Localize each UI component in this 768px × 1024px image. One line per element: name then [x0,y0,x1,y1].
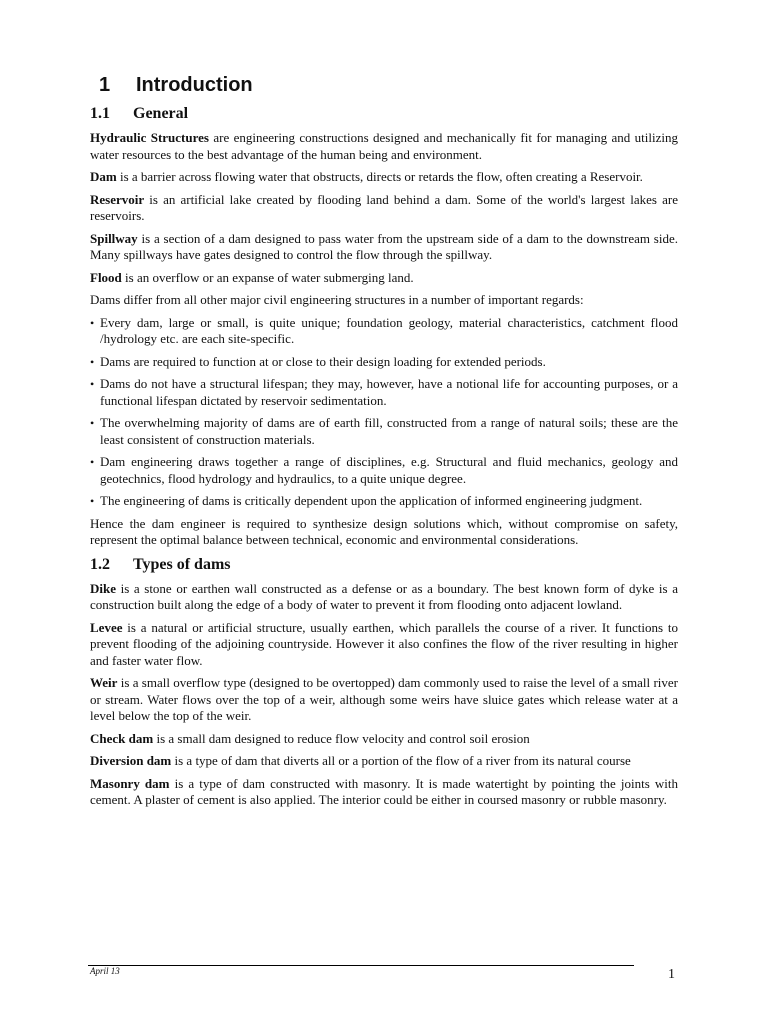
definition-term: Hydraulic Structures [90,130,209,145]
intro-definitions [90,130,678,286]
list-item [90,354,678,371]
bullet-icon: • [90,455,95,469]
section-title: Types of dams [133,555,231,573]
bullet-icon: • [90,377,95,391]
list-item [90,454,678,487]
definition-paragraph [90,231,678,264]
definition-text: is a stone or earthen wall constructed as a defense or as a boundary. The best known form of dyke is a construction built along the edge of a body of water to prevent it from flooding onto adjacent lowland. [90,580,678,612]
definition-paragraph [90,731,678,748]
definition-text: is a type of dam constructed with masonry. It is made watertight by pointing the joints with cement. A plaster of cement is also applied. The interior could be either in coursed masonry or rubble masonry. [90,775,678,807]
page-content [90,72,678,815]
hence-paragraph: Hence the dam engineer is required to synthesize design solutions which, without compromise on safety, represent the optimal balance between technical, economic and environmental considerations. [90,515,678,547]
definition-paragraph [90,581,678,614]
chapter-title: Introduction [136,74,253,96]
definition-term: Check dam [90,730,154,746]
definition-text: is an overflow or an expanse of water submerging land. [121,269,414,285]
definition-paragraph [90,270,678,287]
definition-paragraph [90,192,678,225]
dams-differ-paragraph: Dams differ from all other major civil engineering structures in a number of important regards: [90,292,584,307]
definition-paragraph [90,753,678,770]
definition-text: is a section of a dam designed to pass water from the upstream side of a dam to the downstream side. Many spillways have gates designed to control the flow through the spillway. [90,230,678,262]
definition-paragraph [90,776,678,809]
list-item-text: Every dam, large or small, is quite unique; foundation geology, material characteristics, catchment flood /hydrology etc. are each site-specific. [100,314,678,346]
bullet-icon: • [90,416,95,430]
bullet-icon: • [90,494,95,508]
dam-type-definitions [90,581,678,809]
list-item-text: Dam engineering draws together a range of disciplines, e.g. Structural and fluid mechanics, geology and geotechnics, flood hydrology and hydraulics, to a quite unique degree. [100,454,678,486]
bullet-icon: • [90,315,95,330]
bullet-icon: • [90,354,95,369]
definition-term: Masonry dam [90,775,170,791]
definition-term: Spillway [90,230,138,246]
section-number: 1.1 [90,105,110,122]
list-item-text: Dams are required to function at or close to their design loading for extended periods. [100,353,546,369]
definition-term: Levee [90,619,123,635]
definition-paragraph [90,130,678,163]
definition-text: is a natural or artificial structure, usually earthen, which parallels the course of a river. It functions to prevent flooding of the adjoining countryside. However it also confines the flow of the river resulting in higher and faster water flow. [90,619,678,668]
list-item-text: The overwhelming majority of dams are of earth fill, constructed from a range of natural soils; these are the least consistent of construction materials. [100,415,678,447]
section-heading-types [90,555,678,575]
definition-paragraph [90,169,678,186]
page-number: 1 [668,967,675,982]
chapter-heading [99,72,678,98]
definition-paragraph [90,620,678,670]
definition-text: is a small dam designed to reduce flow velocity and control soil erosion [153,730,530,746]
definition-text: is a barrier across flowing water that obstructs, directs or retards the flow, often creating a Reservoir. [116,169,643,184]
list-item-text: Dams do not have a structural lifespan; they may, however, have a notional life for accounting purposes, or a functional lifespan dictated by reservoir sedimentation. [100,376,678,408]
dam-characteristics-list [90,315,678,510]
list-item [90,376,678,409]
footer-rule [88,965,634,966]
definition-term: Reservoir [90,191,145,207]
section-heading-general [90,104,678,124]
definition-term: Weir [90,675,118,690]
list-item [90,493,678,510]
section-title: General [133,105,189,122]
definition-text: are engineering constructions designed and mechanically fit for managing and utilizing water resources to the best advantage of the human being and environment. [90,130,678,162]
list-item [90,415,678,448]
definition-term: Dam [90,169,117,184]
footer-date: April 13 [90,966,120,976]
list-item-text: The engineering of dams is critically dependent upon the application of informed engineering judgment. [100,493,643,508]
chapter-number: 1 [99,74,111,96]
definition-term: Flood [90,269,122,285]
definition-text: is a small overflow type (designed to be overtopped) dam commonly used to raise the level of a small river or stream. Water flows over the top of a weir, although some weirs have sluice gates which release water at a level below the top of the weir. [90,675,678,723]
section-number: 1.2 [90,555,110,573]
definition-paragraph [90,675,678,725]
definition-term: Dike [90,580,116,596]
definition-text: is an artificial lake created by flooding land behind a dam. Some of the world's largest lakes are reservoirs. [90,191,678,223]
list-item [90,315,678,348]
definition-text: is a type of dam that diverts all or a portion of the flow of a river from its natural course [171,753,631,768]
definition-term: Diversion dam [90,753,172,768]
